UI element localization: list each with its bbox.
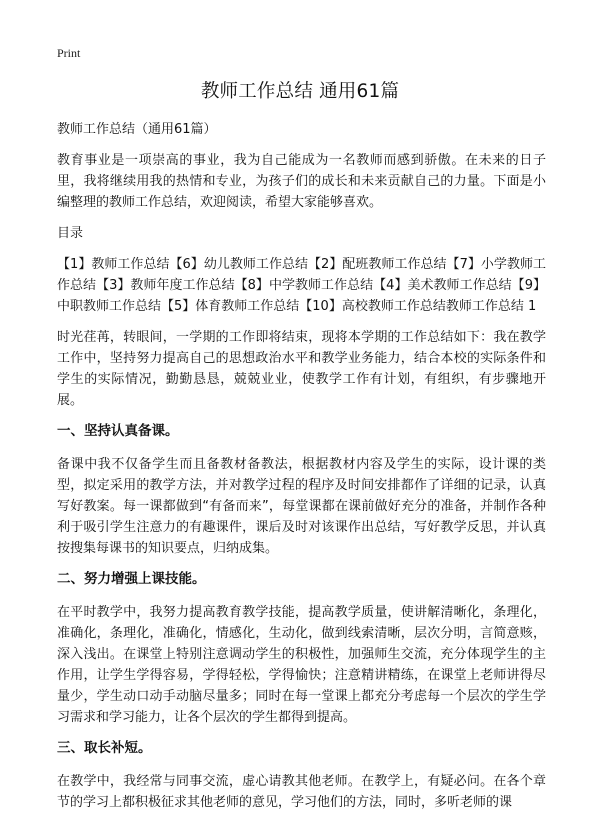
- page-title: 教师工作总结 通用61篇: [200, 81, 400, 102]
- section-heading-1: 一、坚持认真备课。: [57, 423, 179, 439]
- document-subtitle: 教师工作总结（通用61篇）: [57, 122, 217, 137]
- print-label: Print: [57, 46, 81, 60]
- section-heading-2: 二、努力增强上课技能。: [57, 571, 206, 587]
- table-of-contents: 【1】教师工作总结【6】幼儿教师工作总结【2】配班教师工作总结【7】小学教师工作总结【3】教师年度工作总结【8】中学教师工作总结【4】美术教师工作总结【9】中职教师工作总结【5】体育教师工作总结【10】高校教师工作总结教师工作总结 1: [57, 257, 546, 314]
- intro-paragraph: 教育事业是一项崇高的事业，我为自己能成为一名教师而感到骄傲。在未来的日子里，我将继续用我的热情和专业，为孩子们的成长和未来贡献自己的力量。下面是小编整理的教师工作总结，欢迎阅读，希望大家能够喜欢。: [57, 153, 546, 210]
- document-body: [57, 119, 546, 823]
- opening-paragraph: 时光荏苒，转眼间，一学期的工作即将结束，现将本学期的工作总结如下：我在教学工作中，坚持努力提高自己的思想政治水平和教学业务能力，结合本校的实际条件和学生的实际情况，勤勤恳恳，兢兢业业，使教学工作有计划，有组织，有步骤地开展。: [57, 330, 546, 408]
- toc-heading: 目录: [57, 226, 84, 241]
- section-body-1: 备课中我不仅备学生而且备教材备教法，根据教材内容及学生的实际，设计课的类型，拟定采用的教学方法，并对教学过程的程序及时间安排都作了详细的记录，认真写好教案。每一课都做到“有备而来”，每堂课都在课前做好充分的准备，并制作各种利于吸引学生注意力的有趣课件，课后及时对该课作出总结，写好教学反思，并认真按搜集每课书的知识要点，归纳成集。: [57, 457, 546, 556]
- section-body-3: 在教学中，我经常与同事交流，虚心请教其他老师。在教学上，有疑必问。在各个章节的学习上都积极征求其他老师的意见，学习他们的方法，同时，多听老师的课: [57, 774, 546, 810]
- section-heading-3: 三、取长补短。: [57, 740, 152, 756]
- section-body-2: 在平时教学中，我努力提高教育教学技能，提高教学质量，使讲解清晰化，条理化，准确化，条理化，准确化，情感化，生动化，做到线索清晰，层次分明，言简意赅，深入浅出。在课堂上特别注意调动学生的积极性，加强师生交流，充分体现学生的主作用，让学生学得容易，学得轻松，学得愉快；注意精讲精练，在课堂上老师讲得尽量少，学生动口动手动脑尽量多；同时在每一堂课上都充分考虑每一个层次的学生学习需求和学习能力，让各个层次的学生都得到提高。: [57, 605, 546, 725]
